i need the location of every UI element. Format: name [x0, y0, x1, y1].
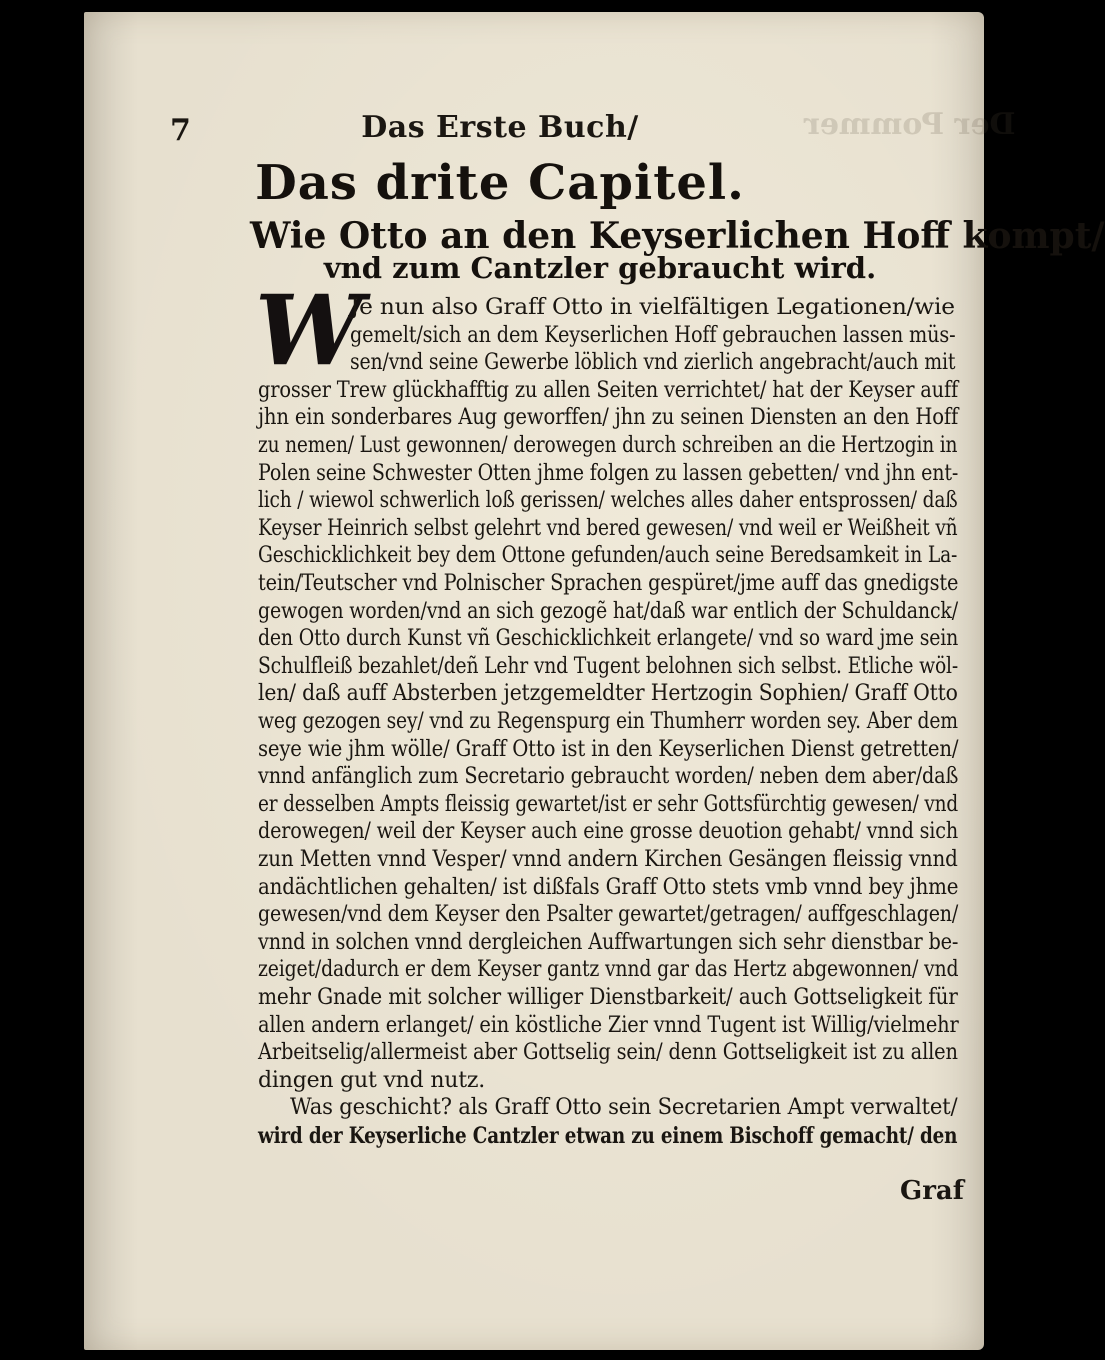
body-text-line: jhn ein sonderbares Aug geworffen/ jhn zu seinen Diensten an den Hoff: [258, 405, 959, 431]
chapter-subtitle-line-2: vnd zum Cantzler gebraucht wird.: [323, 251, 877, 285]
body-text-line: gewesen/vnd dem Keyser den Psalter gewartet/getragen/ auffgeschlagen/: [258, 902, 959, 928]
body-text-line: mehr Gnade mit solcher williger Dienstbarkeit/ auch Gottseligkeit für: [258, 985, 958, 1010]
bleed-through-text: Der Pommer: [804, 107, 1016, 142]
body-text-line: zu nemen/ Lust gewonnen/ derowegen durch schreiben an die Hertzogin in: [258, 433, 958, 458]
body-text-line: vnnd anfänglich zum Secretario gebraucht worden/ neben dem aber/daß: [258, 764, 959, 790]
chapter-title: Das drite Capitel.: [255, 155, 745, 211]
body-text-line: gemelt/sich an dem Keyserlichen Hoff gebrauchen lassen müs-: [350, 322, 956, 348]
body-text-line: Geschicklichkeit bey dem Ottone gefunden/auch seine Beredsamkeit in La-: [258, 543, 958, 569]
page-number: 7: [170, 113, 191, 148]
body-text-line: grosser Trew glückhafftig zu allen Seiten verrichtet/ hat der Keyser auff: [258, 377, 959, 403]
body-text-line: Schulfleiß bezahlet/deñ Lehr vnd Tugent belohnen sich selbst. Etliche wöl-: [258, 653, 959, 679]
body-text-line: len/ daß auff Absterben jetzgemeldter Hertzogin Sophien/ Graff Otto: [258, 681, 958, 707]
body-text-line: weg gezogen sey/ vnd zu Regenspurg ein Thumherr worden sey. Aber dem: [258, 709, 958, 734]
body-text-line: Je nun also Graff Otto in vielfältigen Legationen/wie: [350, 295, 955, 320]
body-text-line: den Otto durch Kunst vñ Geschicklichkeit erlangete/ vnd so ward jme sein: [258, 626, 959, 652]
catchword: Graf: [900, 1176, 964, 1206]
body-text-line: er desselben Ampts fleissig gewartet/ist er sehr Gottsfürchtig gewesen/ vnd: [258, 791, 959, 817]
body-text-line: Arbeitselig/allermeist aber Gottselig sein/ denn Gottseligkeit ist zu allen: [258, 1040, 958, 1066]
body-text-line: zeiget/dadurch er dem Keyser gantz vnnd gar das Hertz abgewonnen/ vnd: [258, 957, 959, 983]
body-text-line: dingen gut vnd nutz.: [258, 1067, 486, 1093]
body-text-line: zun Metten vnnd Vesper/ vnnd andern Kirchen Gesängen fleissig vnnd: [258, 847, 958, 872]
body-text-line: Keyser Heinrich selbst gelehrt vnd bered gewesen/ vnd weil er Weißheit vñ: [258, 515, 958, 541]
body-text-line: seye wie jhm wölle/ Graff Otto ist in den Keyserlichen Dienst getretten/: [258, 736, 959, 762]
body-text-line: Was geschicht? als Graff Otto sein Secretarien Ampt verwaltet/: [290, 1095, 958, 1121]
body-text-line: derowegen/ weil der Keyser auch eine grosse deuotion gehabt/ vnnd sich: [258, 819, 958, 845]
body-text-line: allen andern erlanget/ ein köstliche Zier vnnd Tugent ist Willig/vielmehr: [258, 1012, 959, 1038]
body-text-line: wird der Keyserliche Cantzler etwan zu einem Bischoff gemacht/ den: [258, 1123, 958, 1149]
body-text-line: Polen seine Schwester Otten jhme folgen zu lassen gebetten/ vnd jhn ent-: [258, 460, 959, 486]
chapter-subtitle-line-1: Wie Otto an den Keyserlichen Hoff kompt/: [250, 215, 1105, 257]
body-text-line: sen/vnd seine Gewerbe löblich vnd zierlich angebracht/auch mit: [350, 350, 956, 376]
body-text-line: gewogen worden/vnd an sich gezogẽ hat/daß war entlich der Schuldanck/: [258, 598, 958, 624]
body-text-line: lich / wiewol schwerlich loß gerissen/ welches alles daher entsprossen/ daß: [258, 488, 958, 514]
body-text-line: andächtlichen gehalten/ ist dißfals Graff Otto stets vmb vnnd bey jhme: [258, 874, 959, 900]
body-text-line: tein/Teutscher vnd Polnischer Sprachen gespüret/jme auff das gnedigste: [258, 571, 959, 596]
drop-cap-initial: W: [255, 274, 363, 387]
body-text-line: vnnd in solchen vnnd dergleichen Auffwartungen sich sehr dienstbar be-: [258, 929, 959, 955]
running-head: Das Erste Buch/: [361, 110, 639, 145]
